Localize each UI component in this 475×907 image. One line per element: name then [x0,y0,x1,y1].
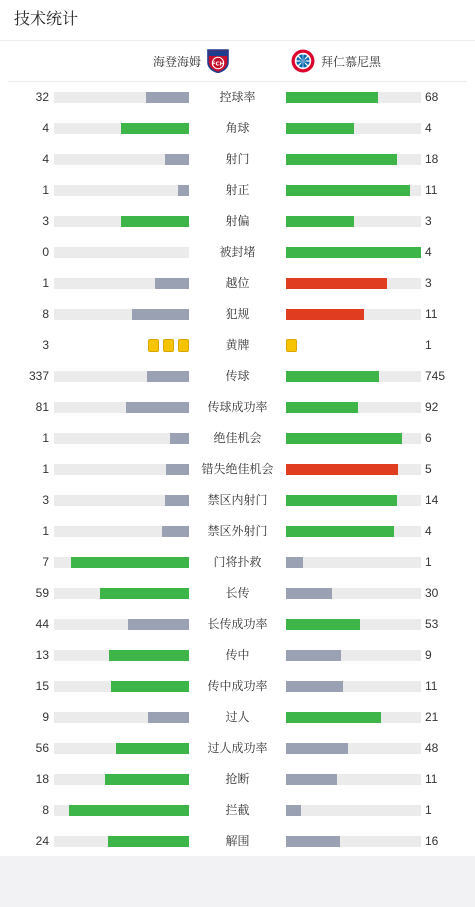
stat-row [0,547,475,578]
stat-row [0,82,475,113]
stat-row [0,454,475,485]
home-bar-track [54,681,189,692]
heidenheim-crest-icon [207,49,229,73]
home-bar-fill [108,836,189,847]
away-bar-fill [286,774,337,785]
stat-row [0,485,475,516]
stat-label: 绝佳机会 [213,431,262,445]
stat-row [0,299,475,330]
stat-row [0,268,475,299]
home-bar-fill [147,371,189,382]
home-value: 13 [35,648,49,662]
away-bar-track [286,712,421,723]
home-bar-track [54,650,189,661]
away-value: 4 [425,524,432,538]
stat-row [0,144,475,175]
home-bar-track [54,402,189,413]
stat-row [0,671,475,702]
stat-label: 抢断 [225,772,250,786]
home-value: 1 [42,524,49,538]
home-bar-fill [111,681,189,692]
stat-row [0,702,475,733]
away-bar-track [286,650,421,661]
stat-label: 射偏 [225,214,250,228]
stat-row [0,392,475,423]
home-value: 337 [28,369,49,383]
away-bar-fill [286,805,301,816]
home-bar-fill [178,185,189,196]
home-value: 9 [42,710,49,724]
home-bar-fill [162,526,189,537]
stat-row [0,795,475,826]
away-value: 3 [425,276,432,290]
home-value: 8 [42,803,49,817]
away-bar-track [286,402,421,413]
away-value: 4 [425,121,432,135]
away-bar-track [286,309,421,320]
stat-row [0,640,475,671]
stat-label: 禁区外射门 [207,524,268,538]
home-bar-track [54,247,189,258]
away-bar-fill [286,650,341,661]
home-value: 4 [42,121,49,135]
page-title: 技术统计 [0,0,475,41]
away-value: 30 [425,586,439,600]
away-value: 14 [425,493,439,507]
away-bar-track [286,278,421,289]
stat-row [0,175,475,206]
away-bar-track [286,495,421,506]
home-bar-track [54,557,189,568]
away-bar-track [286,836,421,847]
away-bar-track [286,216,421,227]
away-bar-fill [286,185,410,196]
away-bar-fill [286,588,332,599]
home-value: 59 [35,586,49,600]
away-bar-track [286,92,421,103]
stat-label: 控球率 [219,90,256,104]
stat-label: 过人 [225,710,250,724]
away-value: 6 [425,431,432,445]
away-bar-track [286,619,421,630]
away-bar-fill [286,92,378,103]
home-bar-track [54,743,189,754]
stat-row [0,330,475,361]
home-bar-fill [165,495,189,506]
home-bar-track [54,836,189,847]
stat-row [0,578,475,609]
home-value: 1 [42,431,49,445]
home-bar-fill [170,433,189,444]
home-value: 8 [42,307,49,321]
away-bar-fill [286,433,402,444]
home-bar-fill [109,650,189,661]
home-bar-fill [121,216,189,227]
home-yellow-cards [148,339,189,352]
stat-row [0,361,475,392]
home-value: 44 [35,617,49,631]
stat-label: 射门 [225,152,250,166]
heidenheim-crest-text: FCH [211,61,225,68]
home-bar-track [54,92,189,103]
home-bar-track [54,774,189,785]
home-bar-fill [100,588,189,599]
stat-label: 错失绝佳机会 [201,462,274,476]
yellow-card-icon [178,339,189,352]
away-bar-fill [286,216,354,227]
home-value: 1 [42,462,49,476]
stat-row [0,113,475,144]
home-bar-fill [121,123,189,134]
team-header [8,41,467,82]
away-bar-fill [286,712,381,723]
home-bar-fill [132,309,189,320]
away-bar-track [286,154,421,165]
stat-label: 越位 [225,276,250,290]
away-value: 9 [425,648,432,662]
stat-row [0,609,475,640]
yellow-card-icon [148,339,159,352]
away-value: 1 [425,555,432,569]
away-value: 92 [425,400,439,414]
away-team-name: 拜仁慕尼黑 [321,54,382,69]
home-bar-track [54,371,189,382]
stat-row [0,423,475,454]
away-bar-fill [286,464,398,475]
away-team[interactable] [291,49,381,73]
yellow-card-icon [163,339,174,352]
away-value: 11 [425,307,438,321]
home-value: 81 [35,400,49,414]
bayern-munich-crest-icon [291,49,315,73]
home-bar-track [54,216,189,227]
stat-row [0,206,475,237]
stat-label: 传球 [225,369,250,383]
away-bar-fill [286,247,421,258]
away-bar-fill [286,495,397,506]
stat-label: 角球 [225,121,250,135]
home-team[interactable] [153,49,229,73]
stat-row [0,237,475,268]
stat-row [0,764,475,795]
away-bar-fill [286,402,358,413]
home-bar-track [54,154,189,165]
stat-label: 射正 [225,183,250,197]
away-bar-fill [286,557,303,568]
away-bar-fill [286,309,364,320]
away-yellow-cards [286,339,297,352]
stat-label: 长传 [225,586,250,600]
home-bar-track [54,619,189,630]
away-value: 16 [425,834,439,848]
home-bar-fill [165,154,189,165]
stat-label: 传中成功率 [207,679,268,693]
home-team-name: 海登海姆 [152,54,201,69]
home-value: 3 [42,214,49,228]
home-value: 3 [42,493,49,507]
home-bar-fill [116,743,189,754]
stat-row [0,826,475,857]
stat-label: 解围 [225,834,250,848]
stat-label: 犯规 [225,307,250,321]
away-bar-track [286,123,421,134]
away-bar-track [286,557,421,568]
home-value: 4 [42,152,49,166]
stat-label: 禁区内射门 [207,493,268,507]
stat-label: 传中 [225,648,250,662]
home-bar-fill [166,464,189,475]
away-value: 1 [425,338,432,352]
stat-label: 黄牌 [225,338,250,352]
home-bar-fill [71,557,189,568]
home-bar-track [54,185,189,196]
away-bar-track [286,526,421,537]
stat-label: 拦截 [225,803,250,817]
away-bar-track [286,743,421,754]
home-bar-track [54,526,189,537]
home-bar-track [54,805,189,816]
home-bar-fill [146,92,189,103]
away-value: 745 [425,369,446,383]
away-bar-track [286,433,421,444]
home-value: 1 [42,183,49,197]
home-bar-fill [128,619,189,630]
home-value: 32 [35,90,49,104]
away-bar-track [286,588,421,599]
home-bar-track [54,433,189,444]
home-bar-fill [148,712,189,723]
away-bar-track [286,774,421,785]
away-value: 21 [425,710,439,724]
away-bar-track [286,805,421,816]
stat-label: 被封堵 [219,245,256,259]
stat-row [0,733,475,764]
away-bar-fill [286,278,387,289]
away-bar-fill [286,619,360,630]
yellow-card-icon [286,339,297,352]
stats-list [0,82,475,857]
away-bar-track [286,185,421,196]
stat-row [0,516,475,547]
away-value: 18 [425,152,439,166]
away-value: 68 [425,90,439,104]
away-bar-track [286,247,421,258]
home-value: 15 [35,679,49,693]
home-bar-track [54,712,189,723]
away-bar-fill [286,681,343,692]
away-bar-fill [286,371,379,382]
home-bar-track [54,278,189,289]
away-value: 1 [425,803,432,817]
home-value: 18 [35,772,49,786]
home-bar-track [54,464,189,475]
away-value: 11 [425,679,438,693]
home-value: 56 [35,741,49,755]
away-bar-fill [286,743,348,754]
away-value: 53 [425,617,439,631]
away-value: 4 [425,245,432,259]
home-bar-fill [155,278,189,289]
home-value: 24 [35,834,49,848]
away-value: 11 [425,183,438,197]
away-bar-track [286,371,421,382]
away-bar-fill [286,526,394,537]
away-value: 48 [425,741,439,755]
home-bar-track [54,588,189,599]
away-bar-fill [286,836,340,847]
home-value: 0 [42,245,49,259]
stat-label: 传球成功率 [207,400,268,414]
home-bar-track [54,495,189,506]
home-value: 1 [42,276,49,290]
stat-label: 过人成功率 [207,741,268,755]
stat-label: 长传成功率 [207,617,268,631]
home-value: 3 [42,338,49,352]
away-value: 5 [425,462,432,476]
home-value: 7 [42,555,49,569]
away-bar-fill [286,123,354,134]
home-bar-track [54,123,189,134]
home-bar-fill [126,402,189,413]
away-bar-fill [286,154,397,165]
away-bar-track [286,464,421,475]
home-bar-track [54,309,189,320]
home-bar-fill [69,805,189,816]
stat-label: 门将扑救 [213,555,262,569]
away-value: 3 [425,214,432,228]
home-bar-fill [105,774,189,785]
away-bar-track [286,681,421,692]
away-value: 11 [425,772,438,786]
